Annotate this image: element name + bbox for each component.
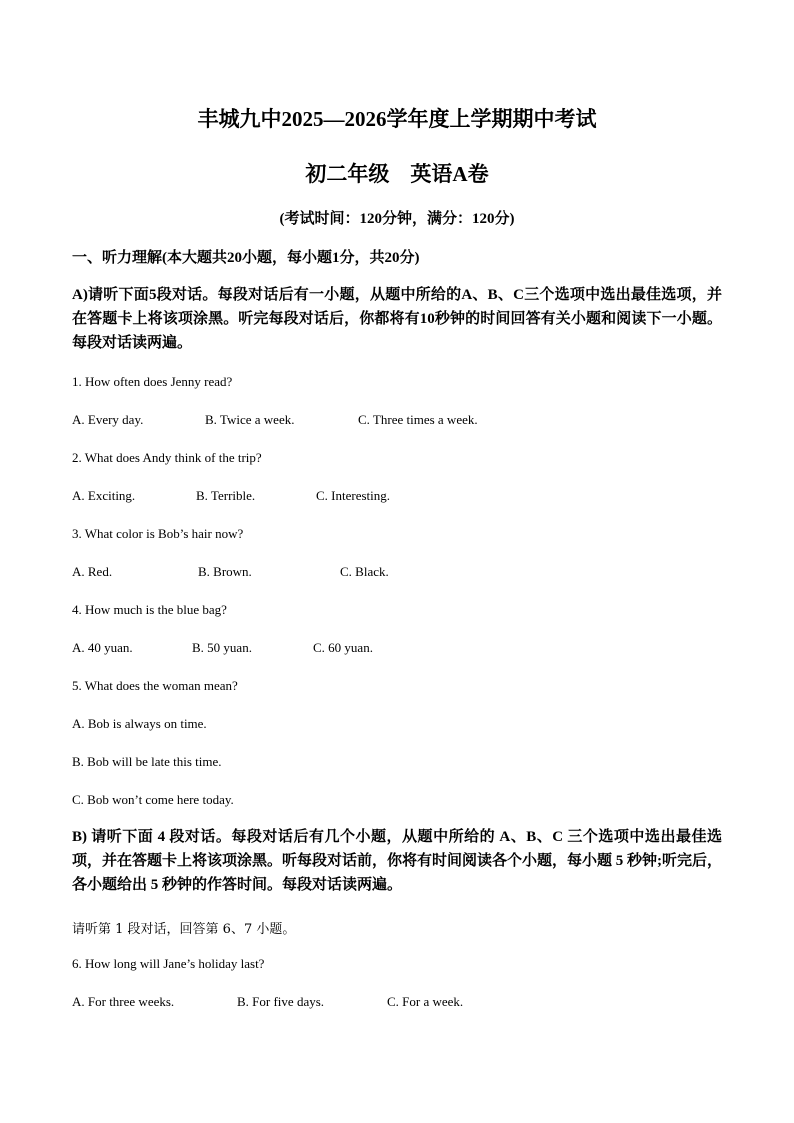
exam-title: 丰城九中2025—2026学年度上学期期中考试 [197, 107, 597, 131]
part-a-instruction: A)请听下面5段对话。每段对话后有一小题，从题中所给的A、B、C三个选项中选出最佳选项，并在答题卡上将该项涂黑。听完每段对话后，你都将有10秒钟的时间回答有关小题和阅读下一小题。每段对话读两遍。 [72, 287, 722, 351]
q3-option-b: B. Brown. [198, 564, 252, 579]
dialog-note: 请听第 1 段对话，回答第 6、7 小题。 [72, 922, 296, 937]
q2-option-b: B. Terrible. [196, 488, 256, 503]
q4-option-c: C. 60 yuan. [313, 640, 373, 655]
q4-option-b: B. 50 yuan. [192, 640, 252, 655]
q1-option-b: B. Twice a week. [205, 412, 295, 427]
question-1: 1. How often does Jenny read? [72, 374, 233, 389]
q1-option-c: C. Three times a week. [358, 412, 478, 427]
question-5: 5. What does the woman mean? [72, 678, 238, 693]
question-3: 3. What color is Bob’s hair now? [72, 526, 244, 541]
question-4: 4. How much is the blue bag? [72, 602, 227, 617]
q2-option-c: C. Interesting. [316, 488, 391, 503]
q5-option-c: C. Bob won’t come here today. [72, 792, 234, 807]
section-heading: 一、听力理解(本大题共20小题，每小题1分，共20分) [72, 250, 420, 266]
q3-option-a: A. Red. [72, 564, 113, 579]
q2-option-a: A. Exciting. [72, 488, 136, 503]
question-6: 6. How long will Jane’s holiday last? [72, 956, 265, 971]
q6-option-a: A. For three weeks. [72, 994, 175, 1009]
question-2: 2. What does Andy think of the trip? [72, 450, 262, 465]
q5-option-b: B. Bob will be late this time. [72, 754, 222, 769]
q3-option-c: C. Black. [340, 564, 389, 579]
q5-option-a: A. Bob is always on time. [72, 716, 207, 731]
q1-option-a: A. Every day. [72, 412, 144, 427]
q4-option-a: A. 40 yuan. [72, 640, 133, 655]
q6-option-b: B. For five days. [237, 994, 325, 1009]
exam-info: (考试时间：120分钟，满分：120分) [279, 211, 515, 227]
q6-option-c: C. For a week. [387, 994, 464, 1009]
part-b-instruction: B) 请听下面 4 段对话。每段对话后有几个小题，从题中所给的 A、B、C 三个选项中选出最佳选项，并在答题卡上将该项涂黑。听每段对话前，你将有时间阅读各个小题，每小题 5 秒钟;听完后，各小题给出 5 秒钟的作答时间。每段对话读两遍。 [72, 829, 722, 893]
exam-subtitle: 初二年级 英语A卷 [305, 162, 489, 186]
